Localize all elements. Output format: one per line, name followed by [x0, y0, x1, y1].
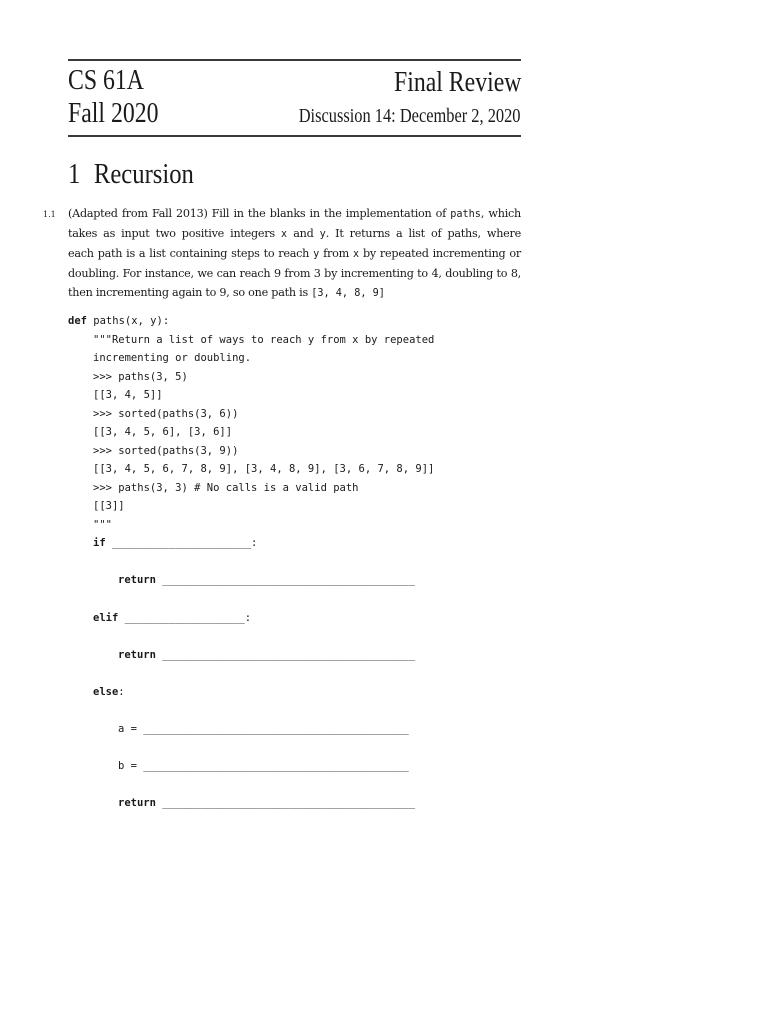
header-bottom-rule [68, 135, 521, 137]
statement-line: takes as input two positive integers x and y. It returns a list of paths, where [68, 227, 522, 240]
return-blank-line: return ________________________________________ [118, 574, 416, 586]
discussion-subtitle: Discussion 14: December 2, 2020 [299, 105, 521, 127]
problem-number: 1.1 [43, 210, 56, 219]
else-line: else: [93, 686, 125, 698]
docstring-line: incrementing or doubling. [93, 352, 252, 364]
section-title: Recursion [93, 158, 194, 190]
statement-line: (Adapted from Fall 2013) Fill in the blanks in the implementation of paths, which [68, 207, 521, 220]
b-assignment-blank: b = __________________________________________ [118, 760, 409, 772]
header-top-rule [68, 59, 521, 61]
statement-line: doubling. For instance, we can reach 9 from 3 by incrementing to 4, doubling to 8, [68, 267, 521, 280]
inline-code: y [319, 229, 326, 240]
inline-code: [3, 4, 8, 9] [311, 288, 385, 299]
docstring-line: [[3, 4, 5, 6, 7, 8, 9], [3, 4, 8, 9], [3, 6, 7, 8, 9]] [93, 463, 435, 475]
docstring-line: >>> sorted(paths(3, 9)) [93, 445, 239, 457]
semester: Fall 2020 [68, 97, 159, 129]
return-blank-line: return ________________________________________ [118, 797, 416, 809]
elif-blank-line: elif ___________________: [93, 612, 252, 624]
docstring-line: [[3, 4, 5]] [93, 389, 163, 401]
statement-line: each path is a list containing steps to reach y from x by repeated incrementing or [68, 247, 521, 260]
docstring-line: """ [93, 519, 112, 531]
inline-code: paths [450, 209, 481, 220]
section-heading [68, 160, 194, 189]
inline-code: y [313, 249, 320, 260]
docstring-line: >>> sorted(paths(3, 6)) [93, 408, 239, 420]
code-def-line: def paths(x, y): [68, 315, 170, 327]
docstring-line: [[3, 4, 5, 6], [3, 6]] [93, 426, 233, 438]
statement-line: then incrementing again to 9, so one path is [3, 4, 8, 9] [68, 286, 385, 299]
a-assignment-blank: a = __________________________________________ [118, 723, 409, 735]
problem-statement [68, 204, 521, 303]
document-title: Final Review [393, 66, 521, 98]
docstring-line: [[3]] [93, 500, 125, 512]
if-blank-line: if ______________________: [93, 537, 258, 549]
inline-code: x [281, 229, 288, 240]
docstring-line: >>> paths(3, 5) [93, 371, 188, 383]
course-name: CS 61A [68, 64, 144, 96]
section-number: 1 [68, 158, 81, 190]
inline-code: x [352, 249, 360, 260]
docstring-line: """Return a list of ways to reach y from x by repeated [93, 334, 435, 346]
docstring-line: >>> paths(3, 3) # No calls is a valid path [93, 482, 359, 494]
return-blank-line: return ________________________________________ [118, 649, 416, 661]
